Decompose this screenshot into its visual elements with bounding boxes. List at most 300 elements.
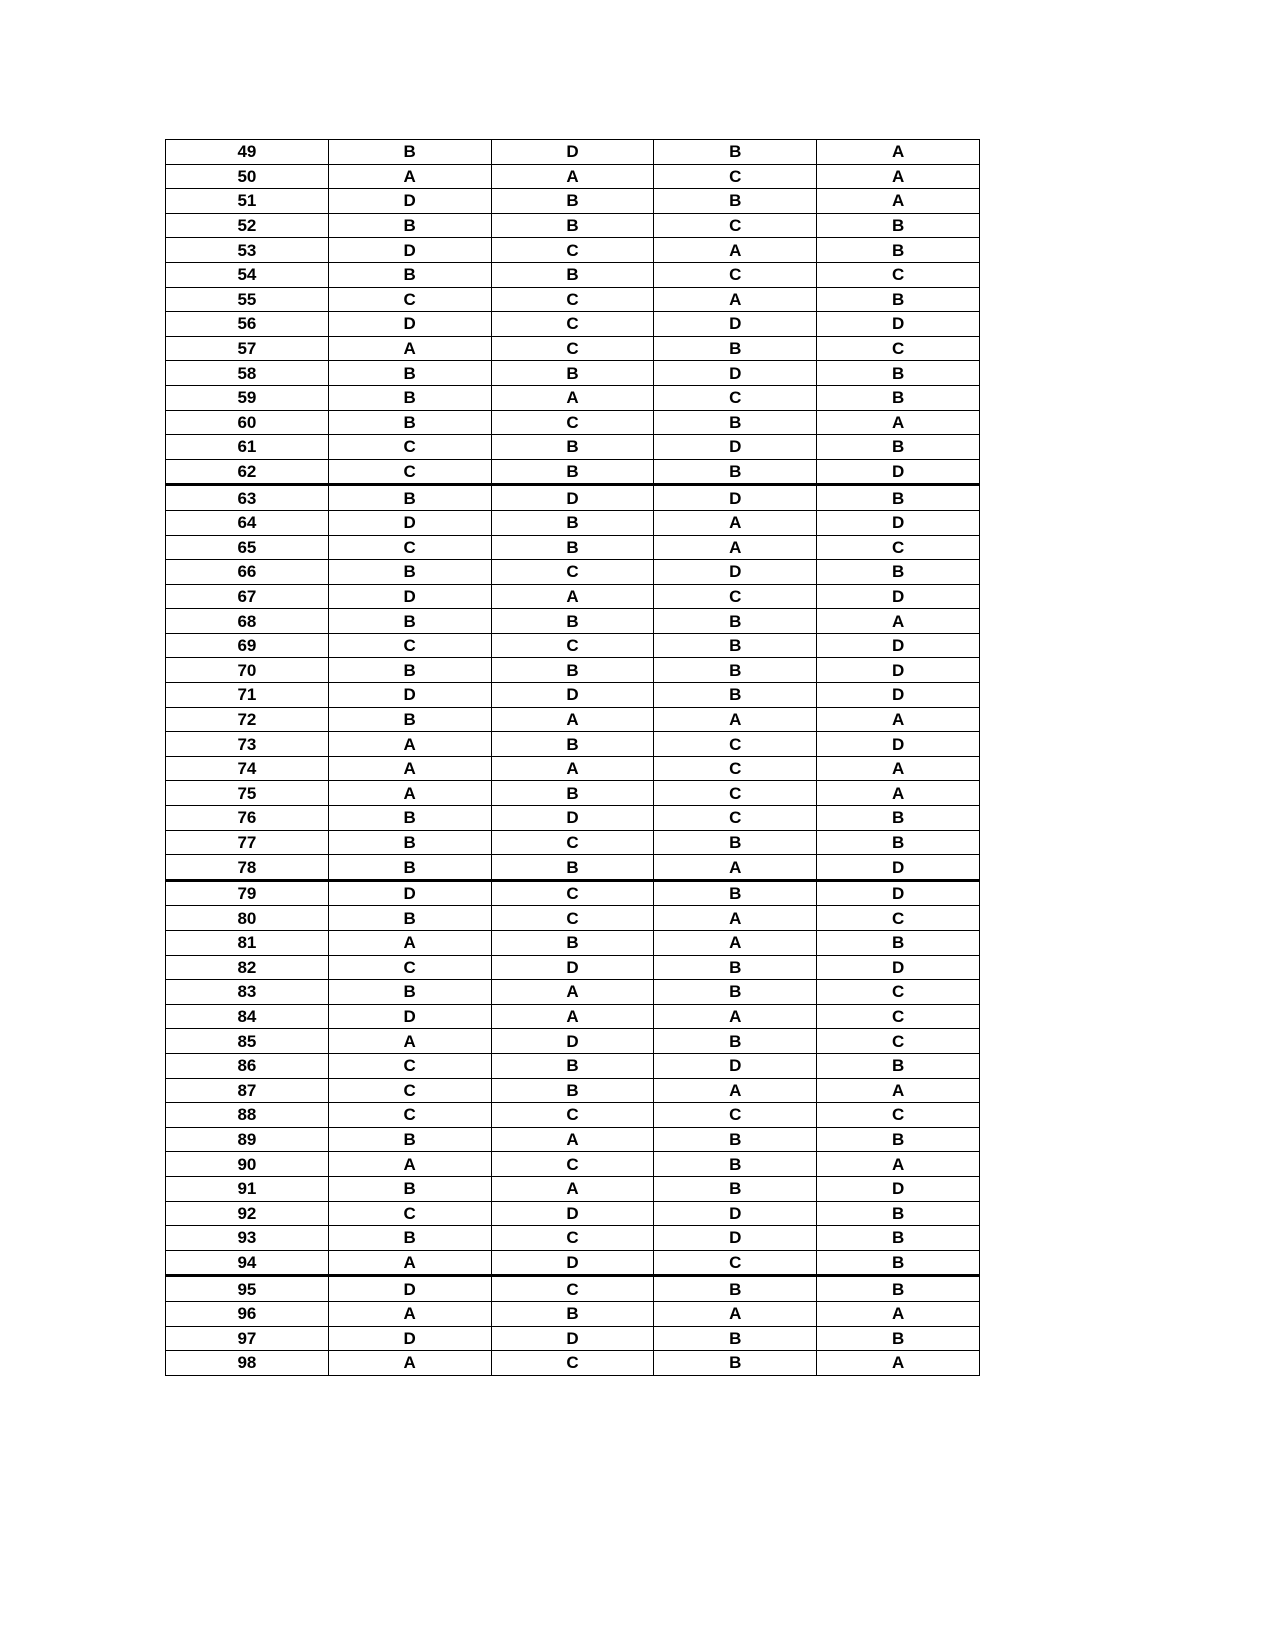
answer-cell-set-1: D — [328, 510, 491, 535]
answer-cell-set-4: B — [817, 485, 980, 511]
question-number-cell: 57 — [166, 336, 329, 361]
table-row — [166, 1103, 980, 1128]
table-row — [166, 1250, 980, 1276]
answer-cell-set-2: B — [491, 262, 654, 287]
answer-cell-set-3: B — [654, 189, 817, 214]
question-number-cell: 62 — [166, 459, 329, 485]
answer-cell-set-3: D — [654, 1201, 817, 1226]
answer-cell-set-3: A — [654, 707, 817, 732]
answer-cell-set-1: B — [328, 658, 491, 683]
answer-cell-set-3: D — [654, 1226, 817, 1251]
answer-cell-set-4: C — [817, 1103, 980, 1128]
answer-cell-set-4: A — [817, 140, 980, 165]
answer-cell-set-1: B — [328, 361, 491, 386]
answer-cell-set-1: D — [328, 584, 491, 609]
table-row — [166, 262, 980, 287]
answer-cell-set-3: B — [654, 658, 817, 683]
table-row — [166, 609, 980, 634]
answer-cell-set-2: C — [491, 336, 654, 361]
answer-cell-set-4: B — [817, 287, 980, 312]
table-row — [166, 1301, 980, 1326]
answer-cell-set-1: A — [328, 931, 491, 956]
answer-cell-set-1: D — [328, 238, 491, 263]
table-row — [166, 1029, 980, 1054]
answer-cell-set-2: C — [491, 238, 654, 263]
answer-cell-set-1: C — [328, 1201, 491, 1226]
answer-cell-set-3: B — [654, 1029, 817, 1054]
question-number-cell: 82 — [166, 955, 329, 980]
table-row — [166, 855, 980, 881]
table-row — [166, 756, 980, 781]
answer-cell-set-1: D — [328, 683, 491, 708]
answer-cell-set-3: C — [654, 164, 817, 189]
answer-cell-set-2: D — [491, 683, 654, 708]
question-number-cell: 92 — [166, 1201, 329, 1226]
answer-cell-set-4: B — [817, 213, 980, 238]
answer-key-body — [166, 140, 980, 1376]
table-row — [166, 707, 980, 732]
answer-cell-set-1: A — [328, 1152, 491, 1177]
table-row — [166, 560, 980, 585]
answer-cell-set-1: B — [328, 410, 491, 435]
answer-cell-set-3: B — [654, 830, 817, 855]
answer-cell-set-1: A — [328, 164, 491, 189]
answer-cell-set-3: B — [654, 1152, 817, 1177]
table-row — [166, 1351, 980, 1376]
answer-cell-set-1: B — [328, 830, 491, 855]
question-number-cell: 55 — [166, 287, 329, 312]
answer-cell-set-4: C — [817, 980, 980, 1005]
question-number-cell: 77 — [166, 830, 329, 855]
answer-cell-set-3: A — [654, 1004, 817, 1029]
answer-cell-set-1: A — [328, 1351, 491, 1376]
answer-cell-set-2: C — [491, 1103, 654, 1128]
answer-cell-set-4: D — [817, 633, 980, 658]
question-number-cell: 81 — [166, 931, 329, 956]
question-number-cell: 60 — [166, 410, 329, 435]
table-row — [166, 238, 980, 263]
answer-cell-set-4: A — [817, 410, 980, 435]
question-number-cell: 85 — [166, 1029, 329, 1054]
question-number-cell: 78 — [166, 855, 329, 881]
table-row — [166, 435, 980, 460]
answer-cell-set-1: B — [328, 855, 491, 881]
answer-cell-set-1: D — [328, 189, 491, 214]
answer-cell-set-1: C — [328, 1103, 491, 1128]
answer-cell-set-2: C — [491, 287, 654, 312]
answer-cell-set-1: B — [328, 806, 491, 831]
answer-cell-set-2: B — [491, 189, 654, 214]
table-row — [166, 658, 980, 683]
answer-cell-set-4: B — [817, 1326, 980, 1351]
answer-cell-set-1: C — [328, 435, 491, 460]
answer-cell-set-3: B — [654, 633, 817, 658]
question-number-cell: 97 — [166, 1326, 329, 1351]
table-row — [166, 1053, 980, 1078]
table-row — [166, 1326, 980, 1351]
question-number-cell: 67 — [166, 584, 329, 609]
table-row — [166, 1226, 980, 1251]
answer-cell-set-1: C — [328, 535, 491, 560]
answer-cell-set-2: C — [491, 633, 654, 658]
answer-cell-set-3: C — [654, 385, 817, 410]
question-number-cell: 70 — [166, 658, 329, 683]
answer-cell-set-1: C — [328, 459, 491, 485]
answer-cell-set-2: D — [491, 1326, 654, 1351]
answer-cell-set-3: B — [654, 683, 817, 708]
answer-cell-set-3: A — [654, 1078, 817, 1103]
answer-cell-set-3: C — [654, 806, 817, 831]
table-row — [166, 1004, 980, 1029]
answer-cell-set-3: A — [654, 906, 817, 931]
answer-cell-set-4: D — [817, 584, 980, 609]
question-number-cell: 65 — [166, 535, 329, 560]
table-row — [166, 410, 980, 435]
answer-cell-set-1: B — [328, 213, 491, 238]
answer-cell-set-2: C — [491, 410, 654, 435]
answer-cell-set-4: A — [817, 781, 980, 806]
answer-cell-set-2: D — [491, 485, 654, 511]
table-row — [166, 955, 980, 980]
question-number-cell: 76 — [166, 806, 329, 831]
answer-cell-set-2: D — [491, 140, 654, 165]
answer-cell-set-1: D — [328, 880, 491, 906]
question-number-cell: 69 — [166, 633, 329, 658]
answer-cell-set-3: A — [654, 855, 817, 881]
answer-cell-set-3: B — [654, 1276, 817, 1302]
question-number-cell: 94 — [166, 1250, 329, 1276]
answer-cell-set-4: D — [817, 955, 980, 980]
answer-cell-set-1: B — [328, 609, 491, 634]
question-number-cell: 87 — [166, 1078, 329, 1103]
answer-cell-set-1: B — [328, 385, 491, 410]
question-number-cell: 63 — [166, 485, 329, 511]
answer-cell-set-2: C — [491, 312, 654, 337]
answer-cell-set-2: D — [491, 1029, 654, 1054]
answer-cell-set-4: B — [817, 238, 980, 263]
answer-cell-set-3: B — [654, 609, 817, 634]
table-row — [166, 336, 980, 361]
answer-cell-set-4: C — [817, 336, 980, 361]
answer-cell-set-4: C — [817, 906, 980, 931]
answer-cell-set-1: C — [328, 1078, 491, 1103]
answer-cell-set-2: B — [491, 459, 654, 485]
table-row — [166, 1201, 980, 1226]
answer-cell-set-2: B — [491, 658, 654, 683]
answer-cell-set-2: C — [491, 880, 654, 906]
answer-cell-set-1: B — [328, 262, 491, 287]
table-row — [166, 1152, 980, 1177]
table-row — [166, 140, 980, 165]
table-row — [166, 459, 980, 485]
answer-cell-set-4: A — [817, 189, 980, 214]
answer-cell-set-2: B — [491, 435, 654, 460]
question-number-cell: 95 — [166, 1276, 329, 1302]
answer-cell-set-2: B — [491, 732, 654, 757]
answer-cell-set-1: B — [328, 140, 491, 165]
answer-cell-set-4: B — [817, 1201, 980, 1226]
answer-cell-set-2: A — [491, 385, 654, 410]
answer-cell-set-2: B — [491, 361, 654, 386]
answer-cell-set-1: B — [328, 485, 491, 511]
answer-cell-set-2: B — [491, 1301, 654, 1326]
answer-key-table — [165, 139, 980, 1376]
question-number-cell: 49 — [166, 140, 329, 165]
answer-cell-set-4: B — [817, 1250, 980, 1276]
question-number-cell: 68 — [166, 609, 329, 634]
answer-cell-set-4: B — [817, 1226, 980, 1251]
answer-cell-set-1: A — [328, 1301, 491, 1326]
table-row — [166, 1078, 980, 1103]
answer-cell-set-4: A — [817, 1152, 980, 1177]
answer-cell-set-4: B — [817, 560, 980, 585]
answer-cell-set-1: D — [328, 1276, 491, 1302]
answer-cell-set-3: B — [654, 1127, 817, 1152]
answer-cell-set-3: C — [654, 262, 817, 287]
table-row — [166, 830, 980, 855]
answer-cell-set-2: B — [491, 609, 654, 634]
answer-cell-set-3: C — [654, 756, 817, 781]
answer-cell-set-3: A — [654, 510, 817, 535]
question-number-cell: 84 — [166, 1004, 329, 1029]
answer-cell-set-3: C — [654, 1250, 817, 1276]
answer-cell-set-3: A — [654, 238, 817, 263]
answer-cell-set-2: C — [491, 1152, 654, 1177]
table-row — [166, 213, 980, 238]
answer-cell-set-2: A — [491, 1127, 654, 1152]
table-row — [166, 880, 980, 906]
answer-cell-set-4: A — [817, 609, 980, 634]
answer-cell-set-3: B — [654, 410, 817, 435]
answer-cell-set-2: A — [491, 164, 654, 189]
answer-cell-set-1: D — [328, 1326, 491, 1351]
question-number-cell: 51 — [166, 189, 329, 214]
table-row — [166, 980, 980, 1005]
answer-cell-set-1: B — [328, 980, 491, 1005]
table-row — [166, 1127, 980, 1152]
table-row — [166, 287, 980, 312]
question-number-cell: 71 — [166, 683, 329, 708]
answer-cell-set-4: D — [817, 658, 980, 683]
answer-cell-set-3: D — [654, 312, 817, 337]
answer-cell-set-3: A — [654, 535, 817, 560]
table-row — [166, 906, 980, 931]
answer-cell-set-3: D — [654, 485, 817, 511]
answer-cell-set-1: A — [328, 781, 491, 806]
answer-cell-set-1: B — [328, 560, 491, 585]
answer-cell-set-1: A — [328, 1250, 491, 1276]
answer-cell-set-4: D — [817, 855, 980, 881]
table-row — [166, 510, 980, 535]
question-number-cell: 93 — [166, 1226, 329, 1251]
answer-cell-set-2: C — [491, 1226, 654, 1251]
answer-cell-set-2: C — [491, 1351, 654, 1376]
table-row — [166, 485, 980, 511]
answer-cell-set-4: D — [817, 683, 980, 708]
question-number-cell: 56 — [166, 312, 329, 337]
question-number-cell: 72 — [166, 707, 329, 732]
answer-cell-set-3: B — [654, 880, 817, 906]
answer-cell-set-1: A — [328, 1029, 491, 1054]
answer-cell-set-3: D — [654, 361, 817, 386]
answer-cell-set-2: C — [491, 560, 654, 585]
answer-cell-set-4: A — [817, 1301, 980, 1326]
table-row — [166, 584, 980, 609]
question-number-cell: 73 — [166, 732, 329, 757]
answer-cell-set-3: D — [654, 1053, 817, 1078]
answer-cell-set-2: A — [491, 756, 654, 781]
answer-cell-set-1: A — [328, 336, 491, 361]
answer-cell-set-1: C — [328, 1053, 491, 1078]
answer-cell-set-1: B — [328, 1127, 491, 1152]
answer-cell-set-4: D — [817, 1176, 980, 1201]
answer-cell-set-4: C — [817, 1004, 980, 1029]
question-number-cell: 89 — [166, 1127, 329, 1152]
answer-cell-set-4: D — [817, 880, 980, 906]
question-number-cell: 90 — [166, 1152, 329, 1177]
question-number-cell: 75 — [166, 781, 329, 806]
answer-cell-set-1: D — [328, 312, 491, 337]
answer-cell-set-2: D — [491, 1201, 654, 1226]
answer-cell-set-1: D — [328, 1004, 491, 1029]
question-number-cell: 59 — [166, 385, 329, 410]
answer-cell-set-2: B — [491, 781, 654, 806]
answer-cell-set-4: A — [817, 164, 980, 189]
table-row — [166, 633, 980, 658]
answer-cell-set-1: A — [328, 732, 491, 757]
answer-cell-set-3: A — [654, 287, 817, 312]
question-number-cell: 98 — [166, 1351, 329, 1376]
answer-cell-set-3: C — [654, 732, 817, 757]
table-row — [166, 189, 980, 214]
question-number-cell: 50 — [166, 164, 329, 189]
answer-cell-set-1: B — [328, 1176, 491, 1201]
table-row — [166, 1176, 980, 1201]
answer-cell-set-2: A — [491, 584, 654, 609]
answer-cell-set-3: D — [654, 560, 817, 585]
answer-cell-set-1: B — [328, 906, 491, 931]
answer-cell-set-3: B — [654, 459, 817, 485]
answer-cell-set-4: C — [817, 1029, 980, 1054]
answer-cell-set-4: B — [817, 435, 980, 460]
table-row — [166, 164, 980, 189]
answer-cell-set-2: A — [491, 707, 654, 732]
table-row — [166, 385, 980, 410]
answer-cell-set-4: D — [817, 312, 980, 337]
answer-cell-set-3: B — [654, 336, 817, 361]
answer-cell-set-3: A — [654, 1301, 817, 1326]
answer-cell-set-1: A — [328, 756, 491, 781]
answer-cell-set-2: D — [491, 1250, 654, 1276]
answer-cell-set-2: B — [491, 931, 654, 956]
question-number-cell: 88 — [166, 1103, 329, 1128]
answer-cell-set-3: C — [654, 781, 817, 806]
answer-cell-set-4: B — [817, 931, 980, 956]
answer-cell-set-3: A — [654, 931, 817, 956]
answer-cell-set-1: C — [328, 287, 491, 312]
question-number-cell: 74 — [166, 756, 329, 781]
question-number-cell: 54 — [166, 262, 329, 287]
answer-cell-set-1: B — [328, 1226, 491, 1251]
answer-cell-set-1: B — [328, 707, 491, 732]
question-number-cell: 66 — [166, 560, 329, 585]
question-number-cell: 58 — [166, 361, 329, 386]
answer-cell-set-3: C — [654, 1103, 817, 1128]
answer-cell-set-2: C — [491, 830, 654, 855]
answer-cell-set-2: B — [491, 1078, 654, 1103]
answer-cell-set-2: B — [491, 510, 654, 535]
table-row — [166, 683, 980, 708]
question-number-cell: 52 — [166, 213, 329, 238]
answer-cell-set-1: C — [328, 955, 491, 980]
answer-cell-set-3: D — [654, 435, 817, 460]
answer-cell-set-4: B — [817, 361, 980, 386]
answer-cell-set-4: C — [817, 262, 980, 287]
answer-cell-set-3: C — [654, 213, 817, 238]
answer-cell-set-4: B — [817, 806, 980, 831]
answer-cell-set-2: B — [491, 535, 654, 560]
answer-cell-set-3: B — [654, 140, 817, 165]
answer-cell-set-4: A — [817, 1078, 980, 1103]
answer-cell-set-4: D — [817, 732, 980, 757]
answer-cell-set-3: B — [654, 1351, 817, 1376]
question-number-cell: 96 — [166, 1301, 329, 1326]
answer-cell-set-4: A — [817, 1351, 980, 1376]
question-number-cell: 64 — [166, 510, 329, 535]
table-row — [166, 931, 980, 956]
answer-cell-set-4: C — [817, 535, 980, 560]
answer-cell-set-4: B — [817, 1276, 980, 1302]
table-row — [166, 732, 980, 757]
question-number-cell: 79 — [166, 880, 329, 906]
answer-cell-set-4: A — [817, 756, 980, 781]
answer-cell-set-2: C — [491, 906, 654, 931]
answer-cell-set-4: B — [817, 1053, 980, 1078]
answer-cell-set-3: B — [654, 1176, 817, 1201]
answer-cell-set-2: D — [491, 955, 654, 980]
table-row — [166, 1276, 980, 1302]
answer-cell-set-2: B — [491, 855, 654, 881]
answer-cell-set-4: B — [817, 385, 980, 410]
table-row — [166, 361, 980, 386]
answer-cell-set-4: B — [817, 830, 980, 855]
answer-cell-set-2: C — [491, 1276, 654, 1302]
question-number-cell: 91 — [166, 1176, 329, 1201]
answer-cell-set-4: A — [817, 707, 980, 732]
answer-cell-set-2: D — [491, 806, 654, 831]
question-number-cell: 80 — [166, 906, 329, 931]
answer-cell-set-3: B — [654, 1326, 817, 1351]
table-row — [166, 806, 980, 831]
answer-cell-set-4: D — [817, 459, 980, 485]
answer-cell-set-2: A — [491, 1004, 654, 1029]
table-row — [166, 535, 980, 560]
table-row — [166, 781, 980, 806]
answer-cell-set-4: D — [817, 510, 980, 535]
answer-cell-set-4: B — [817, 1127, 980, 1152]
question-number-cell: 86 — [166, 1053, 329, 1078]
answer-cell-set-3: B — [654, 980, 817, 1005]
question-number-cell: 83 — [166, 980, 329, 1005]
question-number-cell: 53 — [166, 238, 329, 263]
question-number-cell: 61 — [166, 435, 329, 460]
answer-cell-set-2: A — [491, 1176, 654, 1201]
answer-cell-set-2: B — [491, 1053, 654, 1078]
answer-cell-set-2: B — [491, 213, 654, 238]
answer-cell-set-3: C — [654, 584, 817, 609]
answer-cell-set-2: A — [491, 980, 654, 1005]
answer-cell-set-1: C — [328, 633, 491, 658]
